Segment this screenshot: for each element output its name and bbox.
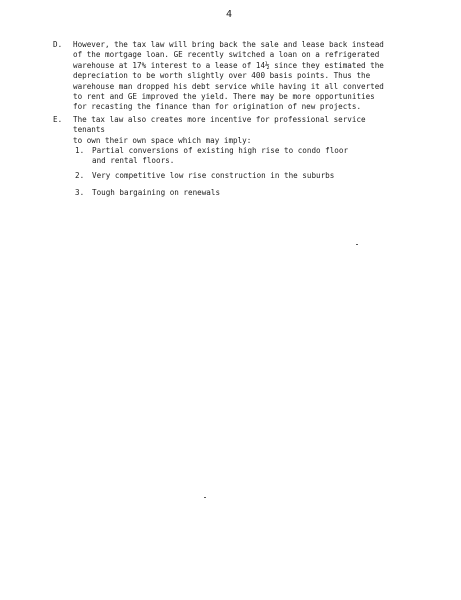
section-letter: D. <box>53 40 63 49</box>
list-item-text: Very competitive low rise construction in the suburbs <box>92 171 335 180</box>
list-item-number: 2. <box>75 171 85 180</box>
section-text: The tax law also creates more incentive for professional service tenants to own their own space which may imply: <box>73 115 366 145</box>
list-item-number: 3. <box>75 188 85 197</box>
list-item-number: 1. <box>75 146 85 155</box>
scan-speck <box>204 497 206 498</box>
section-letter: E. <box>53 115 63 124</box>
list-item-text: Partial conversions of existing high rise to condo floor and rental floors. <box>92 146 349 166</box>
list-item <box>75 171 375 181</box>
list-item-text: Tough bargaining on renewals <box>92 188 221 197</box>
section-e <box>53 115 393 146</box>
list-item <box>75 188 375 198</box>
section-text: However, the tax law will bring back the sale and lease back instead of the mortgage loan. GE recently switched a loan on a refrigerated warehouse at 17% interest to a lease of 14½ since they estimated the depreciation to be worth slightly over 400 basis points. Thus the warehouse man dropped his debt service while having it all converted to rent and GE improved the yield. There may be more opportunities for recasting the finance than for origination of new projects. <box>73 40 384 112</box>
section-d <box>53 40 393 113</box>
list-item <box>75 146 375 167</box>
scan-speck <box>356 244 358 245</box>
page-number: 4 <box>226 9 233 20</box>
